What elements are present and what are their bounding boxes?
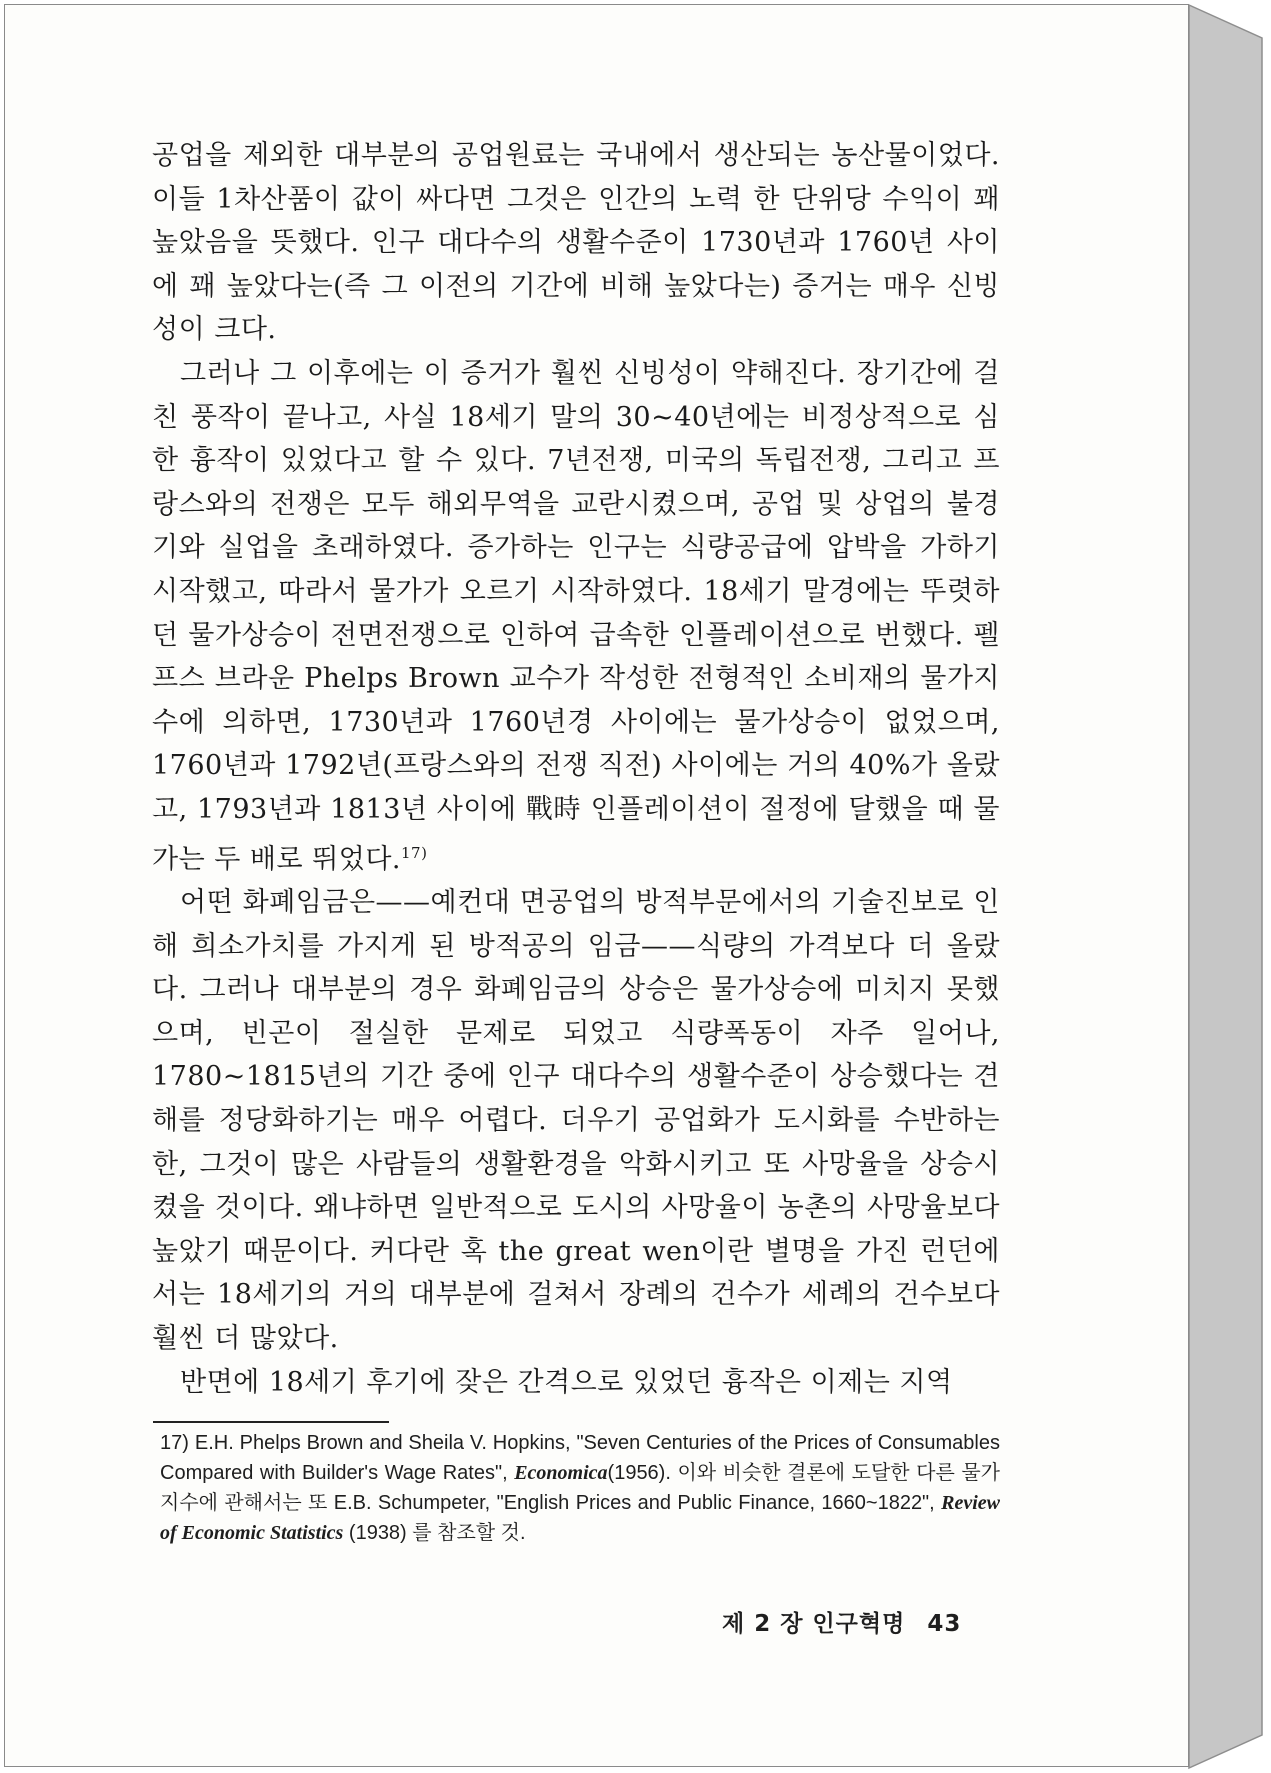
footnote-text-a: E.H. Phelps Brown and Sheila V. Hopkins, "Seven Centuries of the Prices of Consumables Compared with Builder's Wage Rates", [160,1432,1000,1484]
footnote-journal-a: Economica [514,1462,608,1484]
footnote [160,1428,1000,1548]
body-text [152,134,1000,1404]
paragraph: 반면에 18세기 후기에 잦은 간격으로 있었던 흉작은 이제는 지역 [180,1366,953,1398]
paragraph: 공업을 제외한 대부분의 공업원료는 국내에서 생산되는 농산물이었다. 이들 1차산품이 값이 싸다면 그것은 인간의 노력 한 단위당 수익이 꽤 높았음을 뜻했다. 인구 대다수의 생활수준이 1730년과 1760년 사이에 꽤 높았다는(즉 그 이전의 기간에 비해 높았다는) 증거는 매우 신빙성이 크다. [152,140,1000,346]
chapter-title: 제 2 장 인구혁명 [722,1611,906,1637]
running-footer [722,1605,961,1638]
footnote-divider [153,1421,389,1423]
footnote-text-b: (1956). 이와 비슷한 결론에 도달한 다른 물가지수에 관해서는 또 E.B. Schumpeter, "English Prices and Public Finance, 1660~1822", [160,1462,1000,1514]
page-number: 43 [927,1611,962,1637]
footnote-number: 17) [160,1432,189,1454]
paragraph: 그러나 그 이후에는 이 증거가 훨씬 신빙성이 약해진다. 장기간에 걸친 풍작이 끝나고, 사실 18세기 말의 30~40년에는 비정상적으로 심한 흉작이 있었다고 할 수 있다. 7년전쟁, 미국의 독립전쟁, 그리고 프랑스와의 전쟁은 모두 해외무역을 교란시켰으며, 공업 및 상업의 불경기와 실업을 초래하였다. 증가하는 인구는 식량공급에 압박을 가하기 시작했고, 따라서 물가가 오르기 시작하였다. 18세기 말경에는 뚜렷하던 물가상승이 전면전쟁으로 인하여 급속한 인플레이션으로 번했다. 펠프스 브라운 Phelps Brown 교수가 작성한 전형적인 소비재의 물가지수에 의하면, 1730년과 1760년경 사이에는 물가상승이 없었으며, 1760년과 1792년(프랑스와의 전쟁 직전) 사이에는 거의 40%가 올랐고, 1793년과 1813년 사이에 戰時 인플레이션이 절정에 달했을 때 물가는 두 배로 뛰었다.$^{17)}$ [152,357,1000,875]
footnote-journal-b: Review of Economic Statistics [160,1492,1000,1544]
footnote-reference: 17) [401,843,428,862]
paragraph: 어떤 화폐임금은——예컨대 면공업의 방적부문에서의 기술진보로 인해 희소가치를 가지게 된 방적공의 임금——식량의 가격보다 더 올랐다. 그러나 대부분의 경우 화폐임금의 상승은 물가상승에 미치지 못했으며, 빈곤이 절실한 문제로 되었고 식량폭동이 자주 일어나, 1780~1815년의 기간 중에 인구 대다수의 생활수준이 상승했다는 견해를 정당화하기는 매우 어렵다. 더우기 공업화가 도시화를 수반하는 한, 그것이 많은 사람들의 생활환경을 악화시키고 또 사망율을 상승시켰을 것이다. 왜냐하면 일반적으로 도시의 사망율이 농촌의 사망율보다 높았기 때문이다. 커다란 혹 the great wen이란 별명을 가진 런던에서는 18세기의 거의 대부분에 걸쳐서 장례의 건수가 세례의 건수보다 훨씬 더 많았다. [152,887,1000,1355]
footnote-text-c: (1938) 를 참조할 것. [348,1522,526,1544]
